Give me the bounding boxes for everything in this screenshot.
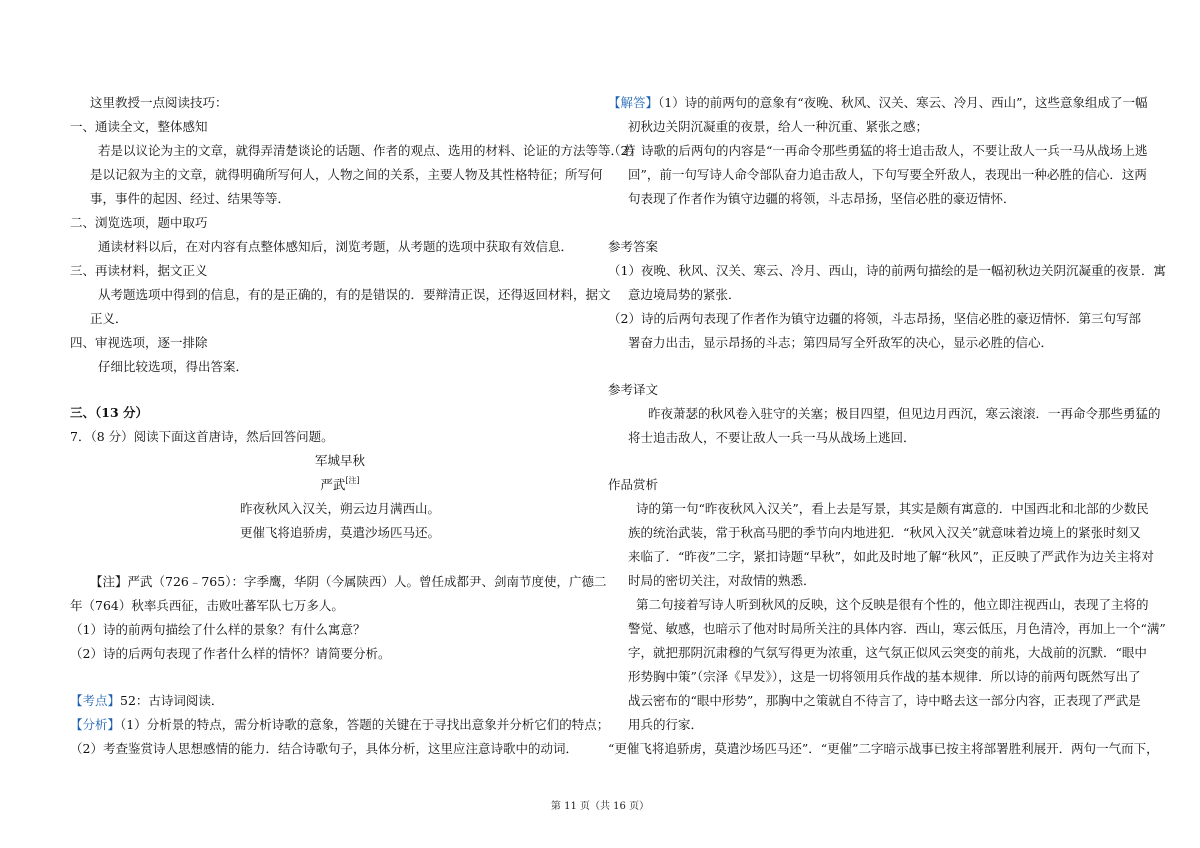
heading-3: 三、再读材料，据文正义 xyxy=(70,263,208,278)
poem-note: 【注】严武（726﹣765）：字季鹰，华阴（今属陕西）人。曾任成都尹、剑南节度使，广德二 xyxy=(90,574,607,589)
page-footer: 第 11 页（共 16 页） xyxy=(550,801,650,812)
heading-1: 一、通读全文，整体感知 xyxy=(70,119,208,134)
text-line: 将士追击敌人，不要让敌人一兵一马从战场上逃回． xyxy=(628,430,916,445)
sub-question-1: （1）诗的前两句描绘了什么样的景象？有什么寓意？ xyxy=(70,622,366,637)
poem-title: 军城早秋 xyxy=(314,453,365,468)
text-line: 回”，前一句写诗人命令部队奋力追击敌人，下句写要全歼敌人，表现出一种必胜的信心．这两 xyxy=(628,167,1147,182)
text-line: 警觉、敏感，也暗示了他对时局所关注的具体内容．西山，寒云低压，月色清冷，再加上一个“满” xyxy=(628,621,1166,636)
kaodian-line: 【考点】52：古诗词阅读． xyxy=(70,693,224,708)
text-line: 族的统治武装，常于秋高马肥的季节向内地进犯．“秋风入汉关”就意味着边境上的紧张时刻又 xyxy=(628,525,1141,540)
poem-line: 更催飞将追骄虏，莫遣沙场匹马还。 xyxy=(239,525,440,540)
text-line: 来临了．“昨夜”二字，紧扣诗题“早秋”，如此及时地了解“秋风”，正反映了严武作为边关主将对 xyxy=(628,549,1154,564)
text-line: 从考题选项中得到的信息，有的是正确的，有的是错误的．要辩清正误，还得返回材料，据文 xyxy=(98,287,611,302)
text-line: （2）诗的后两句表现了作者作为镇守边疆的将领，斗志昂扬，坚信必胜的豪迈情怀．第三句写部 xyxy=(608,311,1141,326)
text-line: 仔细比较选项，得出答案． xyxy=(98,359,249,374)
text-line: （1）夜晚、秋风、汉关、寒云、冷月、西山，诗的前两句描绘的是一幅初秋边关阴沉凝重的夜景．寓 xyxy=(608,263,1166,278)
text-line: 署奋力出击，显示昂扬的斗志；第四局写全歼敌军的决心，显示必胜的信心． xyxy=(628,335,1054,350)
text-line: “更催飞将追骄虏，莫遣沙场匹马还”．“更催”二字暗示战事已按主将部署胜利展开．两句一气而下， xyxy=(608,741,1159,756)
text-line: 句表现了作者作为镇守边疆的将领，斗志昂扬，坚信必胜的豪迈情怀． xyxy=(628,191,1016,206)
kaodian-tag: 【考点】 xyxy=(70,693,121,708)
text-line: 形势胸中策”（宗泽《早发》），这是一切将领用兵作战的基本规律．所以诗的前两句既然写出了 xyxy=(628,669,1141,684)
text-line: 初秋边关阴沉凝重的夜景，给人一种沉重、紧张之感； xyxy=(628,119,929,134)
translation-heading: 参考译文 xyxy=(608,382,659,397)
text-line: 正义． xyxy=(90,311,128,326)
note-marker: [注] xyxy=(345,476,360,485)
text-line: 是以记叙为主的文章，就得明确所写何人，人物之间的关系，主要人物及其性格特征；所写何 xyxy=(90,167,603,182)
jieda-line: 【解答】（1）诗的前两句的意象有“夜晚、秋风、汉关、寒云、冷月、西山”，这些意象组成了一幅 xyxy=(608,95,1148,110)
answer-heading: 参考答案 xyxy=(608,239,659,254)
text-line: 第二句接着写诗人听到秋风的反映，这个反映是很有个性的，他立即注视西山，表现了主将的 xyxy=(636,597,1149,612)
heading-2: 二、浏览选项，题中取巧 xyxy=(70,215,208,230)
section-heading: 三、（13 分） xyxy=(70,405,148,420)
poem-line: 昨夜秋风入汉关，朔云边月满西山。 xyxy=(239,501,440,516)
jieda-tag: 【解答】 xyxy=(608,95,659,110)
text-line: 诗的第一句“昨夜秋风入汉关”，看上去是写景，其实是颇有寓意的．中国西北和北部的少数民 xyxy=(636,501,1149,516)
text-line: 这里教授一点阅读技巧： xyxy=(90,95,228,110)
text-line: 意边境局势的紧张． xyxy=(628,287,741,302)
heading-4: 四、审视选项，逐一排除 xyxy=(70,335,208,350)
text-line: 战云密布的“眼中形势”，那胸中之策就自不待言了，诗中略去这一部分内容，正表现了严武是 xyxy=(628,693,1141,708)
text-line: 通读材料以后，在对内容有点整体感知后，浏览考题，从考题的选项中获取有效信息． xyxy=(98,239,574,254)
poem-author: 严武[注] xyxy=(320,476,360,492)
poem-note: 年（764）秋率兵西征，击败吐蕃军队七万多人。 xyxy=(70,598,344,613)
text-line: 事，事件的起因、经过、结果等等． xyxy=(90,191,291,206)
text-line: 昨夜萧瑟的秋风卷入驻守的关塞；极目四望，但见边月西沉，寒云滚滚．一再命令那些勇猛的 xyxy=(648,406,1161,421)
text-line: 若是以议论为主的文章，就得弄清楚谈论的话题、作者的观点、选用的材料、论证的方法等等．若 xyxy=(98,143,636,158)
text-line: （2）诗歌的后两句的内容是“一再命令那些勇猛的将士追击敌人，不要让敌人一兵一马从战场上逃 xyxy=(608,143,1148,158)
fenxi-tag: 【分析】 xyxy=(70,717,121,732)
text-line: 时局的密切关注，对敌情的熟悉． xyxy=(628,573,816,588)
question-stem: 7．（8 分）阅读下面这首唐诗，然后回答问题。 xyxy=(70,429,334,444)
appreciation-heading: 作品赏析 xyxy=(608,477,659,492)
text-line: 用兵的行家． xyxy=(628,717,704,732)
text-line: （2）考查鉴赏诗人思想感情的能力．结合诗歌句子，具体分析，这里应注意诗歌中的动词． xyxy=(70,741,578,756)
fenxi-line: 【分析】（1）分析景的特点，需分析诗歌的意象，答题的关键在于寻找出意象并分析它们的特点； xyxy=(70,717,610,732)
sub-question-2: （2）诗的后两句表现了作者什么样的情怀？请简要分析。 xyxy=(70,646,391,661)
text-line: 字，就把那阴沉肃穆的气氛写得更为浓重，这气氛正似风云突变的前兆，大战前的沉默．“眼中 xyxy=(628,645,1147,660)
